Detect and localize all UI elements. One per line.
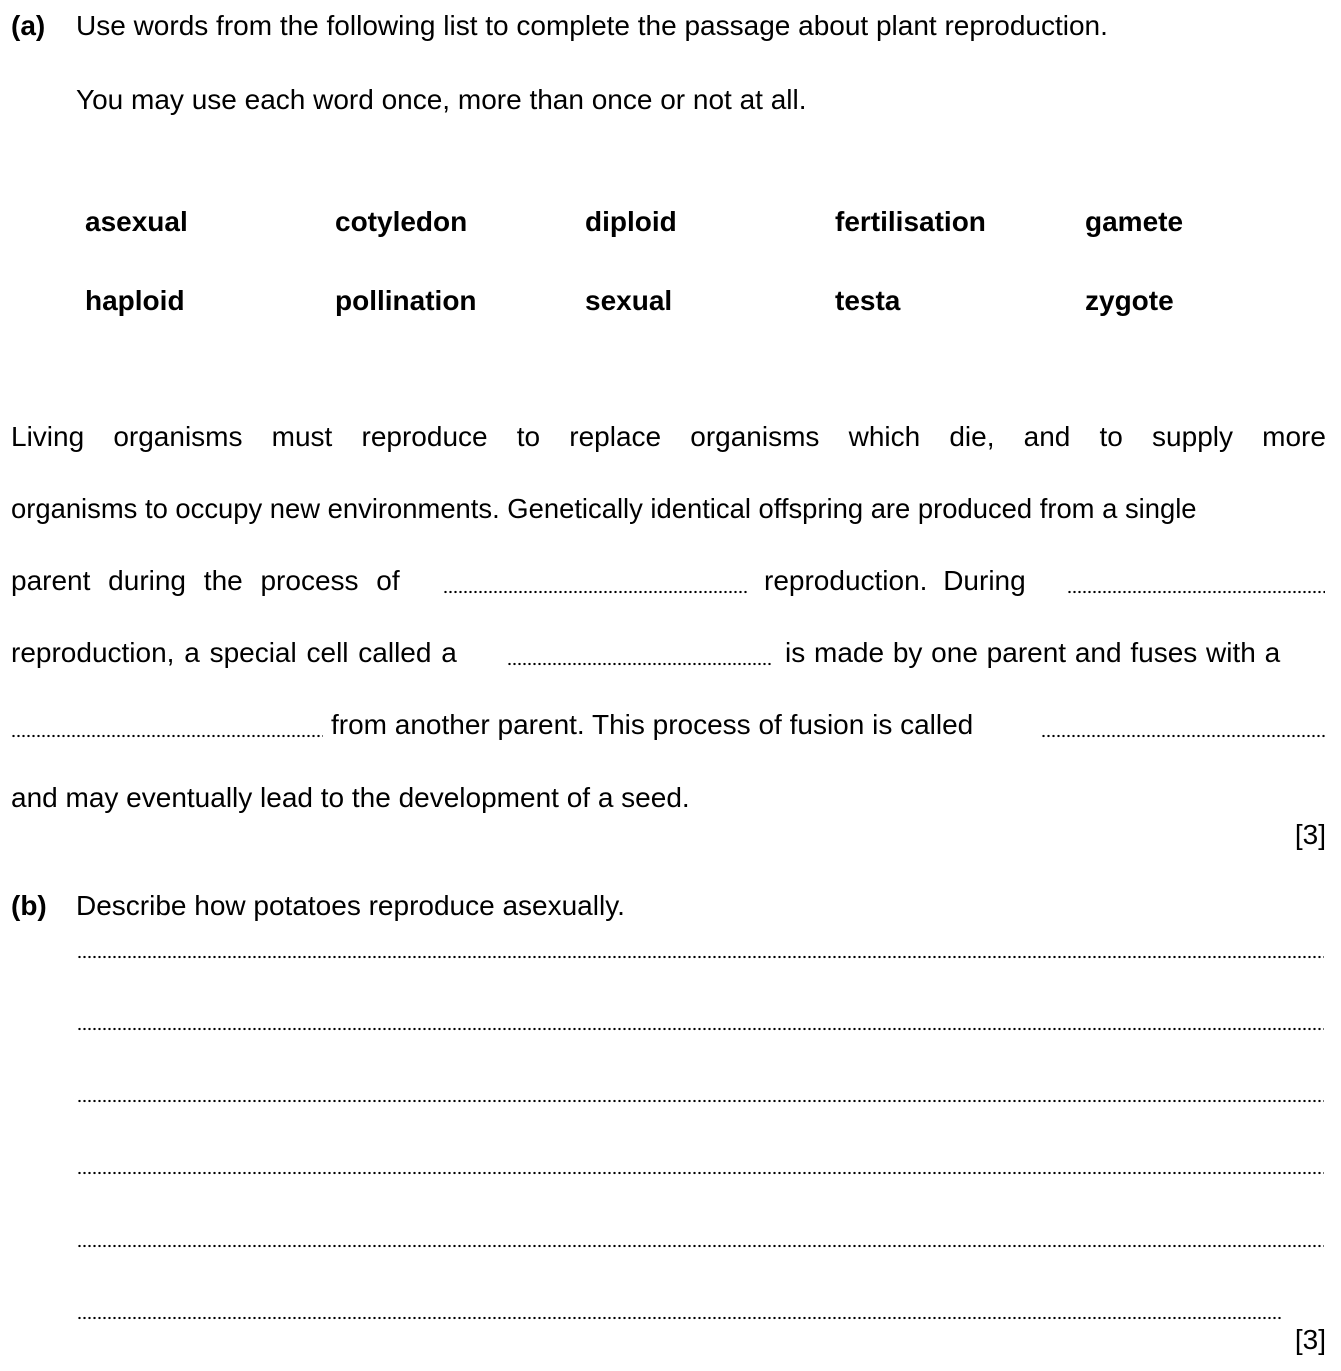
passage-line-4b: is made by one parent and fuses with a bbox=[785, 637, 1281, 668]
passage-word: replace bbox=[569, 421, 662, 452]
word-cotyledon: cotyledon bbox=[335, 206, 468, 237]
marks-b: [3] bbox=[1294, 1324, 1326, 1355]
question-text-b: Describe how potatoes reproduce asexually. bbox=[76, 890, 625, 921]
passage-word: must bbox=[271, 421, 333, 452]
passage-word: to bbox=[1099, 421, 1123, 452]
word-pollination: pollination bbox=[335, 285, 477, 316]
blank-1[interactable] bbox=[443, 590, 749, 594]
passage-line-2: organisms to occupy new environments. Genetically identical offspring are produced from a single bbox=[11, 493, 1197, 524]
answer-line[interactable] bbox=[77, 1027, 1324, 1031]
passage-word: organisms bbox=[113, 421, 243, 452]
word-asexual: asexual bbox=[85, 206, 188, 237]
answer-line[interactable] bbox=[77, 955, 1324, 959]
passage-word: more bbox=[1262, 421, 1326, 452]
blank-4[interactable] bbox=[11, 734, 323, 738]
answer-line[interactable] bbox=[77, 1171, 1324, 1175]
question-label-a: (a) bbox=[11, 10, 46, 41]
passage-word: which bbox=[848, 421, 921, 452]
answer-line[interactable] bbox=[77, 1099, 1324, 1103]
blank-3[interactable] bbox=[507, 662, 773, 666]
word-diploid: diploid bbox=[585, 206, 677, 237]
word-testa: testa bbox=[835, 285, 901, 316]
passage-line-1 bbox=[11, 423, 1326, 451]
passage-word: reproduce bbox=[361, 421, 488, 452]
passage-line-4a: reproduction, a special cell called a bbox=[11, 637, 457, 668]
instruction-text: Use words from the following list to complete the passage about plant reproduction. bbox=[76, 10, 1108, 41]
passage-word: die, bbox=[949, 421, 995, 452]
passage-line-3b: reproduction. During bbox=[764, 565, 1026, 596]
answer-line[interactable] bbox=[77, 1244, 1324, 1248]
passage-word: and bbox=[1023, 421, 1071, 452]
passage-line-6: and may eventually lead to the development of a seed. bbox=[11, 782, 690, 813]
passage-word: Living bbox=[11, 421, 85, 452]
question-label-b: (b) bbox=[11, 890, 47, 921]
answer-line[interactable] bbox=[77, 1316, 1282, 1320]
blank-5[interactable] bbox=[1041, 734, 1325, 738]
passage-line-3a: parent during the process of bbox=[11, 565, 400, 596]
passage-word: to bbox=[516, 421, 541, 452]
blank-2[interactable] bbox=[1067, 590, 1325, 594]
word-zygote: zygote bbox=[1085, 285, 1174, 316]
passage-line-5a: from another parent. This process of fusion is called bbox=[331, 709, 974, 740]
word-haploid: haploid bbox=[85, 285, 185, 316]
passage-word: organisms bbox=[690, 421, 820, 452]
word-fertilisation: fertilisation bbox=[835, 206, 986, 237]
passage-word: supply bbox=[1152, 421, 1233, 452]
word-sexual: sexual bbox=[585, 285, 673, 316]
marks-a: [3] bbox=[1294, 819, 1326, 850]
instruction-note: You may use each word once, more than once or not at all. bbox=[76, 84, 807, 115]
word-gamete: gamete bbox=[1085, 206, 1184, 237]
